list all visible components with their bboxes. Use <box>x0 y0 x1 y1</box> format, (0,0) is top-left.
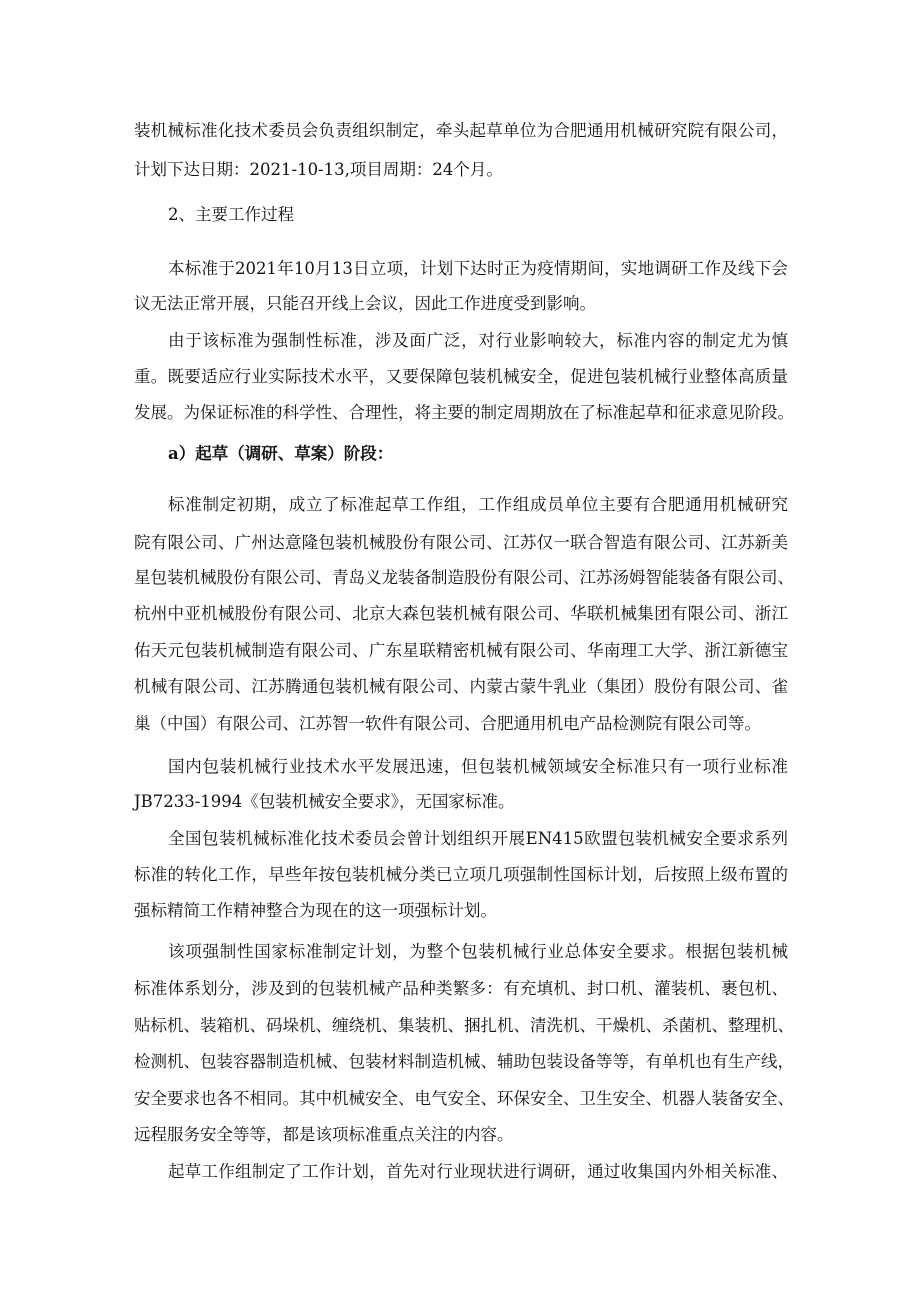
text-line: 标准体系划分，涉及到的包装机械产品种类繁多：有充填机、封口机、灌装机、裹包机、 <box>134 979 788 998</box>
text-line: 安全要求也各不相同。其中机械安全、电气安全、环保安全、卫生安全、机器人装备安全、 <box>134 1089 794 1108</box>
text-line: 院有限公司、广州达意隆包装机械股份有限公司、江苏仅一联合智造有限公司、江苏新美 <box>134 533 788 552</box>
section-heading: 2、主要工作过程 <box>168 205 294 224</box>
text-line: 重。既要适应行业实际技术水平，又要保障包装机械安全，促进包装机械行业整体高质量 <box>134 367 788 386</box>
text-line: 杭州中亚机械股份有限公司、北京大森包装机械有限公司、华联机械集团有限公司、浙江 <box>134 604 788 623</box>
text-line: 全国包装机械标准化技术委员会曾计划组织开展EN415欧盟包装机械安全要求系列 <box>168 829 788 848</box>
text-line: 议无法正常开展，只能召开线上会议，因此工作进度受到影响。 <box>134 294 596 313</box>
text-line: 该项强制性国家标准制定计划，为整个包装机械行业总体安全要求。根据包装机械 <box>168 942 788 961</box>
text-line: 远程服务安全等等，都是该项标准重点关注的内容。 <box>134 1125 514 1144</box>
text-line: 佑天元包装机械制造有限公司、广东星联精密机械有限公司、华南理工大学、浙江新德宝 <box>134 641 788 660</box>
text-line: 机械有限公司、江苏腾通包装机械有限公司、内蒙古蒙牛乳业（集团）股份有限公司、雀 <box>134 677 788 696</box>
text-line: 本标准于2021年10月13日立项，计划下达时正为疫情期间，实地调研工作及线下会 <box>168 259 788 278</box>
text-line: 标准的转化工作，早些年按包装机械分类已立项几项强制性国标计划，后按照上级布置的 <box>134 865 788 884</box>
text-line: 发展。为保证标准的科学性、合理性，将主要的制定周期放在了标准起草和征求意见阶段。 <box>134 403 794 422</box>
text-line: 起草工作组制定了工作计划，首先对行业现状进行调研，通过收集国内外相关标准、 <box>168 1162 788 1181</box>
text-line: 计划下达日期：2021-10-13,项目周期：24个月。 <box>134 160 503 179</box>
text-line: 强标精简工作精神整合为现在的这一项强标计划。 <box>134 901 497 920</box>
text-line: 国内包装机械行业技术水平发展迅速，但包装机械领域安全标准只有一项行业标准 <box>168 757 788 776</box>
text-line: 由于该标准为强制性标准，涉及面广泛，对行业影响较大，标准内容的制定尤为慎 <box>168 331 788 350</box>
text-line: 检测机、包装容器制造机械、包装材料制造机械、辅助包装设备等等，有单机也有生产线， <box>134 1052 794 1071</box>
text-line: JB7233-1994《包装机械安全要求》，无国家标准。 <box>134 792 515 811</box>
text-line: 装机械标准化技术委员会负责组织制定，牵头起草单位为合肥通用机械研究院有限公司， <box>134 121 788 140</box>
text-line: 巢（中国）有限公司、江苏智一软件有限公司、合肥通用机电产品检测院有限公司等。 <box>134 714 761 733</box>
text-line: 贴标机、装箱机、码垛机、缠绕机、集装机、捆扎机、清洗机、干燥机、杀菌机、整理机、 <box>134 1016 794 1035</box>
text-line: 标准制定初期，成立了标准起草工作组，工作组成员单位主要有合肥通用机械研究 <box>168 495 788 514</box>
text-line: 星包装机械股份有限公司、青岛义龙装备制造股份有限公司、江苏汤姆智能装备有限公司、 <box>134 568 794 587</box>
subsection-heading: a）起草（调研、草案）阶段： <box>168 444 394 463</box>
